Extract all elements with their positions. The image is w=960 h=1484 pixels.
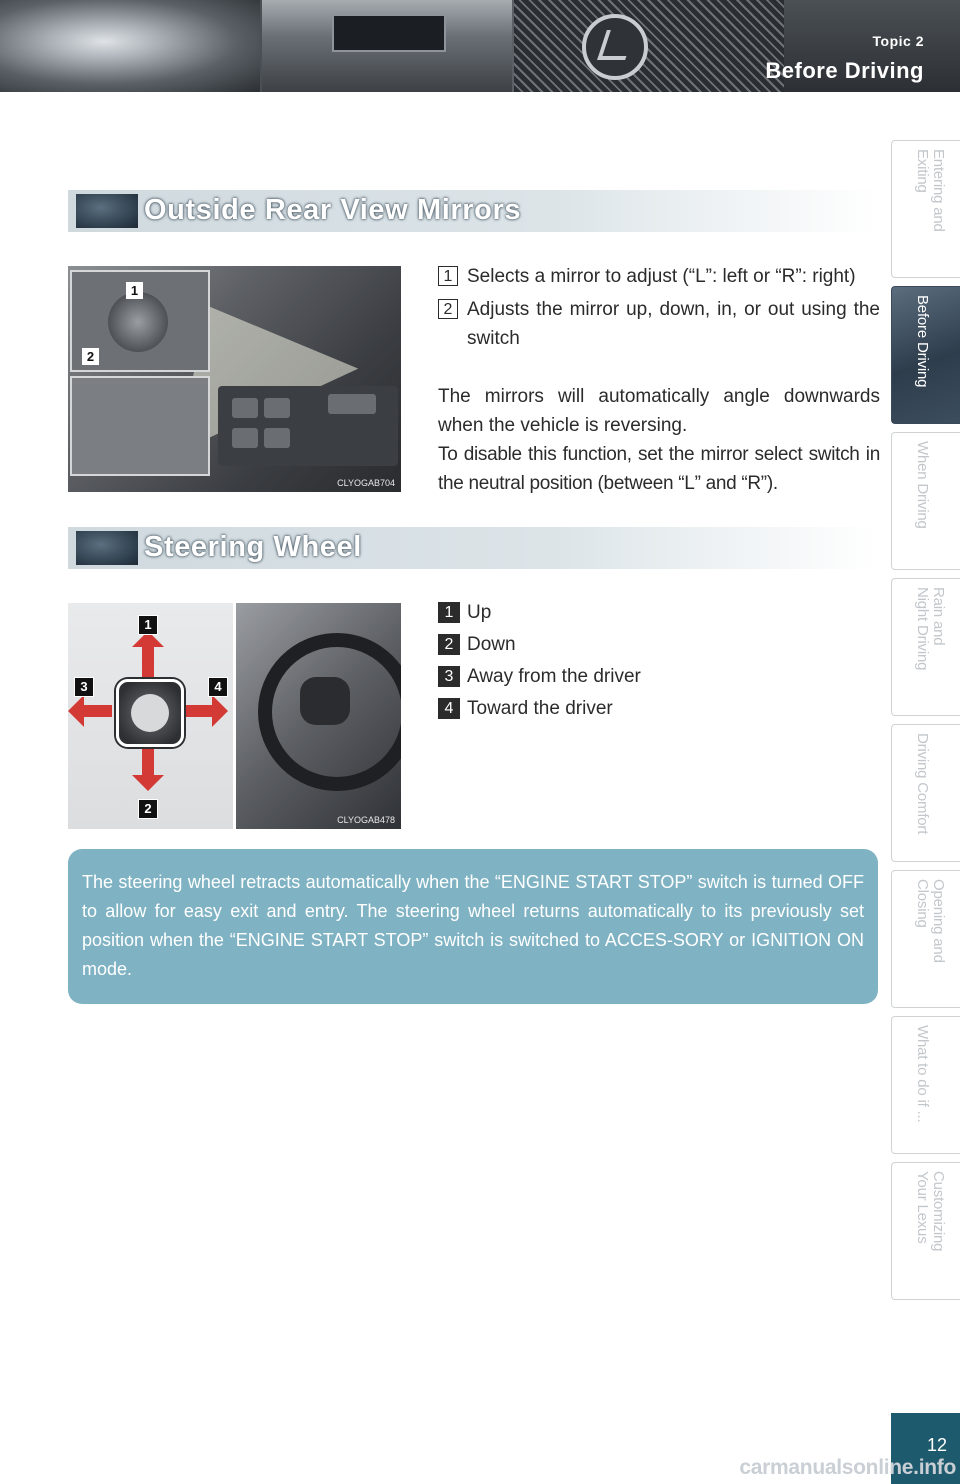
arrow-right-icon	[184, 705, 214, 717]
lexus-logo-icon	[582, 14, 648, 80]
section-header-steering	[68, 527, 876, 569]
watermark: carmanualsonline.info	[739, 1456, 956, 1479]
item-number: 3	[438, 666, 460, 687]
section-header-mirrors	[68, 190, 876, 232]
item-number: 2	[438, 634, 460, 655]
tab-opening-and-closing[interactable]: Opening and Closing	[891, 870, 960, 1008]
mirror-switch-photo	[68, 266, 401, 492]
tab-rain-and-night-driving[interactable]: Rain and Night Driving	[891, 578, 960, 716]
item-number: 1	[438, 266, 458, 286]
badge-4: 4	[208, 677, 228, 697]
tab-when-driving[interactable]: When Driving	[891, 432, 960, 570]
list-item	[438, 630, 880, 659]
badge-2: 2	[138, 799, 158, 819]
item-number: 1	[438, 602, 460, 623]
mirror-switch-inset	[70, 270, 210, 372]
grille-photo	[514, 0, 784, 92]
headlamp-photo	[0, 0, 260, 92]
list-item	[438, 262, 880, 291]
list-item	[438, 662, 880, 691]
paragraph: To disable this function, set the mirror select switch in the neutral position (between “L” and “R”).	[438, 444, 880, 494]
badge-3: 3	[74, 677, 94, 697]
paragraph: The mirrors will automatically angle downwards when the vehicle is reversing.	[438, 386, 880, 436]
steering-adjust-photo	[68, 603, 401, 829]
item-text: Down	[467, 634, 516, 655]
topic-title: Before Driving	[765, 58, 924, 83]
section-chip	[76, 531, 138, 565]
note-text: The steering wheel retracts automatically when the “ENGINE START STOP” switch is turned OFF to allow for easy exit and entry. The steering wheel returns automatically to its previously set position when the “ENGINE START STOP” switch is switched to ACCES-SORY or IGNITION ON mode.	[82, 872, 864, 979]
section-title: Outside Rear View Mirrors	[144, 194, 522, 226]
image-code: CLYOGAB478	[337, 815, 395, 825]
tilt-switch-icon	[116, 679, 184, 747]
item-number: 2	[438, 299, 458, 319]
tab-what-to-do-if[interactable]: What to do if ...	[891, 1016, 960, 1154]
tilt-lever-diagram	[68, 603, 233, 829]
badge-1: 1	[138, 615, 158, 635]
arrow-left-icon	[82, 705, 112, 717]
steering-text	[438, 598, 880, 723]
item-text: Toward the driver	[467, 698, 613, 719]
tab-entering-and-exiting[interactable]: Entering and Exiting	[891, 140, 960, 278]
mirror-glass-inset	[70, 376, 210, 476]
section-chip	[76, 194, 138, 228]
arrow-up-icon	[142, 645, 154, 677]
list-item	[438, 598, 880, 627]
section-title: Steering Wheel	[144, 531, 362, 563]
side-tabs	[891, 140, 960, 1308]
page-number: 12	[926, 1435, 947, 1455]
header-banner	[0, 0, 960, 92]
item-text: Up	[467, 602, 492, 623]
arrow-down-icon	[142, 745, 154, 777]
mirrors-text	[438, 262, 880, 498]
note-box	[68, 849, 878, 1004]
image-code: CLYOGAB704	[337, 478, 395, 488]
list-item	[438, 295, 880, 353]
callout-1: 1	[126, 282, 143, 299]
tab-driving-comfort[interactable]: Driving Comfort	[891, 724, 960, 862]
list-item	[438, 694, 880, 723]
item-text: Away from the driver	[467, 666, 641, 687]
callout-2: 2	[82, 348, 99, 365]
topic-label: Topic 2	[872, 33, 924, 49]
tab-customizing-your-lexus[interactable]: Customizing Your Lexus	[891, 1162, 960, 1300]
tab-before-driving[interactable]: Before Driving	[891, 286, 960, 424]
steering-wheel-photo	[236, 603, 401, 829]
dashboard-photo	[262, 0, 512, 92]
item-number: 4	[438, 698, 460, 719]
item-text: Selects a mirror to adjust (“L”: left or “R”: right)	[467, 266, 856, 287]
item-text: Adjusts the mirror up, down, in, or out using the switch	[467, 299, 880, 349]
